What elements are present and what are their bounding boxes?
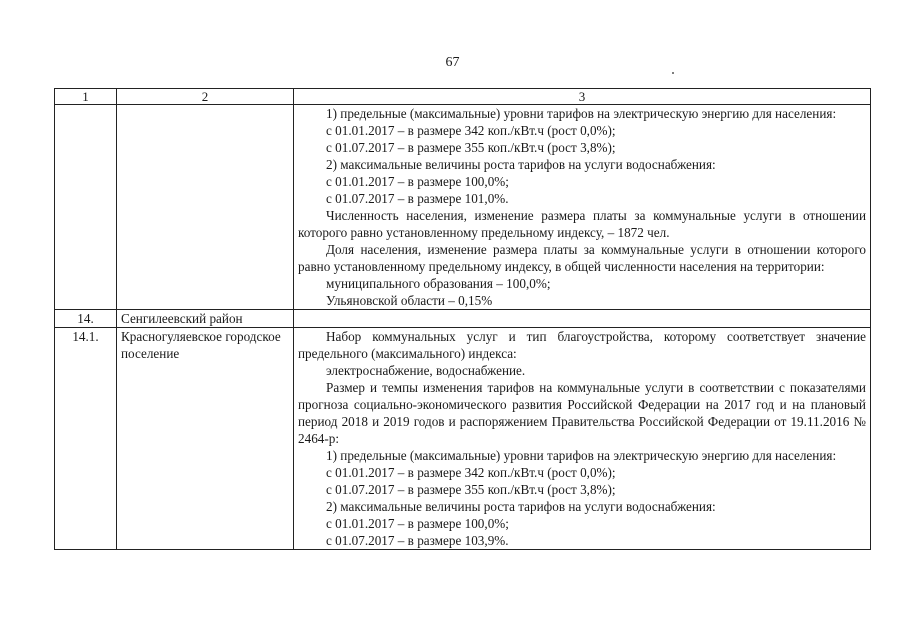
scan-speck: [672, 72, 674, 74]
table-row: [55, 105, 871, 310]
row-number-cell: 14.: [55, 310, 117, 328]
municipality-name-cell: Красногуляевское городское поселение: [117, 328, 294, 550]
description-paragraph: 2) максимальные величины роста тарифов на услуги водоснабжения:: [326, 499, 716, 514]
description-paragraph: электроснабжение, водоснабжение.: [326, 363, 526, 378]
description-paragraph: с 01.01.2017 – в размере 342 коп./кВт.ч (рост 0,0%);: [326, 123, 616, 138]
municipality-name-cell: Сенгилеевский район: [117, 310, 294, 328]
tariff-description-cell: [294, 105, 871, 310]
table-row: [55, 328, 871, 550]
column-header-2: 2: [117, 89, 294, 105]
column-header-3: 3: [294, 89, 871, 105]
description-paragraph: с 01.01.2017 – в размере 342 коп./кВт.ч (рост 0,0%);: [326, 465, 616, 480]
tariff-description-cell: [294, 310, 871, 328]
description-paragraph: Доля населения, изменение размера платы за коммунальные услуги в отношении которого равно установленному предельному индексу, в общей численности населения на территории:: [298, 242, 866, 274]
description-paragraph: муниципального образования – 100,0%;: [326, 276, 551, 291]
description-paragraph: 1) предельные (максимальные) уровни тарифов на электрическую энергию для населения:: [326, 448, 837, 463]
description-paragraph: 2) максимальные величины роста тарифов на услуги водоснабжения:: [326, 157, 716, 172]
description-paragraph: с 01.01.2017 – в размере 100,0%;: [326, 174, 509, 189]
table-row: [55, 310, 871, 328]
description-paragraph: Численность населения, изменение размера платы за коммунальные услуги в отношении которого равно установленному предельному индексу, – 1872 чел.: [298, 208, 866, 240]
row-number-cell: [55, 105, 117, 310]
page-number: 67: [445, 55, 460, 70]
description-paragraph: с 01.07.2017 – в размере 103,9%.: [326, 533, 509, 548]
description-paragraph: с 01.07.2017 – в размере 355 коп./кВт.ч (рост 3,8%);: [326, 482, 616, 497]
column-header-1: 1: [55, 89, 117, 105]
row-number-cell: 14.1.: [55, 328, 117, 550]
table-body: [55, 105, 871, 550]
description-paragraph: с 01.01.2017 – в размере 100,0%;: [326, 516, 509, 531]
description-paragraph: с 01.07.2017 – в размере 355 коп./кВт.ч (рост 3,8%);: [326, 140, 616, 155]
description-paragraph: Набор коммунальных услуг и тип благоустройства, которому соответствует значение предельного (максимального) индекса:: [298, 329, 866, 361]
description-paragraph: с 01.07.2017 – в размере 101,0%.: [326, 191, 509, 206]
description-paragraph: Размер и темпы изменения тарифов на коммунальные услуги в соответствии с показателями прогноза социально-экономического развития Российской Федерации на 2017 год и на плановый период 2018 и 2019 годов и распоряжением Правительства Российской Федерации от 19.11.2016 № 2464-р:: [298, 380, 866, 446]
tariff-table: [54, 88, 871, 550]
tariff-description-cell: [294, 328, 871, 550]
description-paragraph: 1) предельные (максимальные) уровни тарифов на электрическую энергию для населения:: [326, 106, 837, 121]
table-header-row: [55, 89, 871, 105]
description-paragraph: Ульяновской области – 0,15%: [326, 293, 493, 308]
municipality-name-cell: [117, 105, 294, 310]
